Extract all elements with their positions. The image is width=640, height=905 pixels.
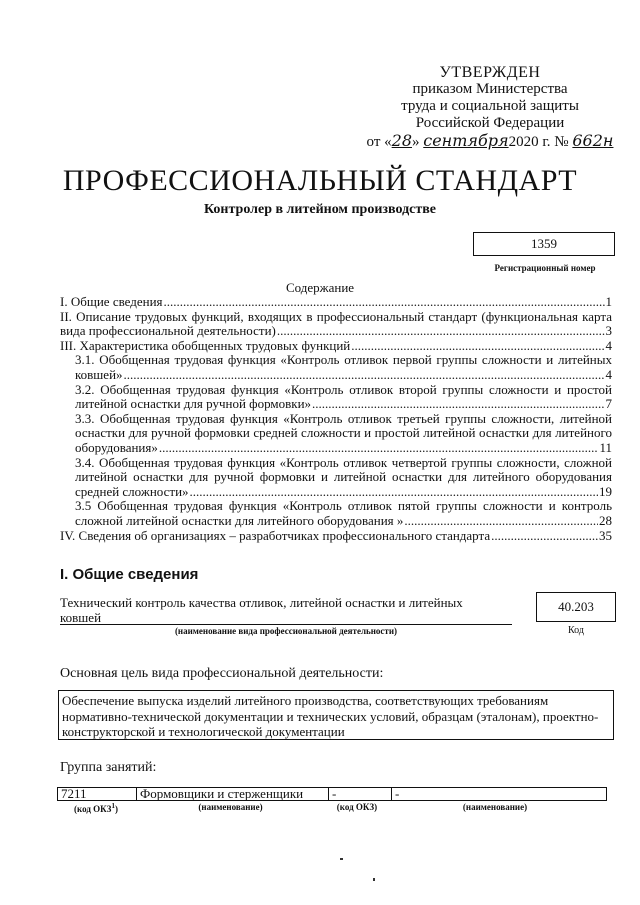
activity-code: 40.203 bbox=[536, 592, 616, 622]
okz-code-caption-2: (код ОКЗ) bbox=[336, 802, 378, 812]
toc-item[interactable]: I. Общие сведения ..... 1 bbox=[60, 295, 612, 310]
activity-code-label: Код bbox=[568, 625, 584, 636]
occupation-group-table bbox=[57, 787, 607, 801]
document-title: ПРОФЕССИОНАЛЬНЫЙ СТАНДАРТ bbox=[62, 164, 578, 197]
toc-item-line[interactable]: 3.4. Обобщенная трудовая функция «Контроль отливок четвертой группы сложности, сложной bbox=[75, 454, 612, 470]
toc-item[interactable]: оборудования» ..... 11 bbox=[60, 441, 612, 456]
toc-item-line[interactable]: 3.3. Обобщенная трудовая функция «Контроль отливок третьей группы сложности, литейной bbox=[75, 410, 612, 426]
registration-label: Регистрационный номер bbox=[494, 263, 596, 273]
group-label: Группа занятий: bbox=[60, 760, 157, 775]
date-day: 28 bbox=[391, 131, 412, 150]
document-subtitle: Контролер в литейном производстве bbox=[203, 202, 437, 217]
date-prefix: от « bbox=[366, 134, 392, 150]
scan-speck bbox=[340, 858, 343, 860]
activity-kind: Технический контроль качества отливок, литейной оснастки и литейных ковшей bbox=[60, 595, 463, 625]
toc-item[interactable]: IV. Сведения об организациях – разработчиках профессионального стандарта ..... 35 bbox=[60, 529, 612, 544]
date-sep: » bbox=[412, 134, 420, 150]
section-heading: I. Общие сведения bbox=[60, 566, 199, 583]
toc-item[interactable]: ковшей» ..... 4 bbox=[60, 368, 612, 383]
toc-item-line[interactable]: литейной оснастки для ручной формовки и литейной оснастки для литейного оборудования bbox=[75, 469, 612, 485]
toc-item-line[interactable]: II. Описание трудовых функций, входящих в профессиональный стандарт (функциональная карта bbox=[60, 308, 612, 324]
goal-text: Обеспечение выпуска изделий литейного производства, соответствующих требованиям нормативно-технической документации и технических условий, образцам (эталонам), проектно-конструкторской и технологической документации bbox=[58, 690, 614, 740]
okz-name-caption-1: (наименование) bbox=[198, 802, 263, 812]
order-number: 662н bbox=[572, 131, 614, 150]
table-of-contents bbox=[60, 295, 612, 543]
okz-code-caption-1: (код ОКЗ$^1$) bbox=[74, 802, 118, 814]
toc-item-line[interactable]: оснастки для ручной формовки средней сложности и простой литейной оснастки для литейного bbox=[75, 425, 612, 441]
activity-underline bbox=[60, 624, 512, 625]
approval-heading: УТВЕРЖДЕН bbox=[439, 64, 541, 81]
toc-item[interactable]: вида профессиональной деятельности) ..... 3 bbox=[60, 324, 612, 339]
activity-caption: (наименование вида профессиональной деятельности) bbox=[174, 626, 398, 636]
okz-name-1: Формовщики и стерженщики bbox=[137, 788, 329, 801]
okz-code-1: 7211 bbox=[58, 788, 137, 801]
toc-item-line[interactable]: 3.5 Обобщенная трудовая функция «Контроль отливок пятой группы сложности и контроль bbox=[75, 498, 612, 514]
scan-speck bbox=[373, 878, 375, 881]
registration-number: 1359 bbox=[473, 232, 615, 256]
okz-code-2: - bbox=[329, 788, 392, 801]
date-year: 2020 г. № bbox=[508, 134, 569, 150]
toc-item[interactable]: литейной оснастки для ручной формовки» ..... 7 bbox=[60, 397, 612, 412]
okz-name-2: - bbox=[392, 788, 607, 801]
date-month: сентября bbox=[423, 131, 509, 150]
toc-item[interactable]: III. Характеристика обобщенных трудовых функций ..... 4 bbox=[60, 339, 612, 354]
contents-heading: Содержание bbox=[285, 280, 355, 295]
approval-line-1: приказом Министерства bbox=[412, 81, 568, 97]
approval-date-line bbox=[360, 132, 620, 151]
toc-item-line[interactable]: 3.1. Обобщенная трудовая функция «Контроль отливок первой группы сложности и литейных bbox=[75, 352, 612, 368]
table-row bbox=[58, 788, 607, 801]
toc-item[interactable]: сложной литейной оснастки для литейного оборудования » ..... 28 bbox=[60, 514, 612, 529]
goal-label: Основная цель вида профессиональной деятельности: bbox=[60, 666, 384, 681]
toc-item[interactable]: средней сложности» ..... 19 bbox=[60, 485, 612, 500]
approval-line-2: труда и социальной защиты bbox=[401, 98, 579, 114]
approval-block bbox=[360, 64, 620, 151]
toc-item-line[interactable]: 3.2. Обобщенная трудовая функция «Контроль отливок второй группы сложности и простой bbox=[75, 381, 612, 397]
approval-line-3: Российской Федерации bbox=[415, 115, 565, 131]
okz-name-caption-2: (наименование) bbox=[462, 802, 528, 812]
